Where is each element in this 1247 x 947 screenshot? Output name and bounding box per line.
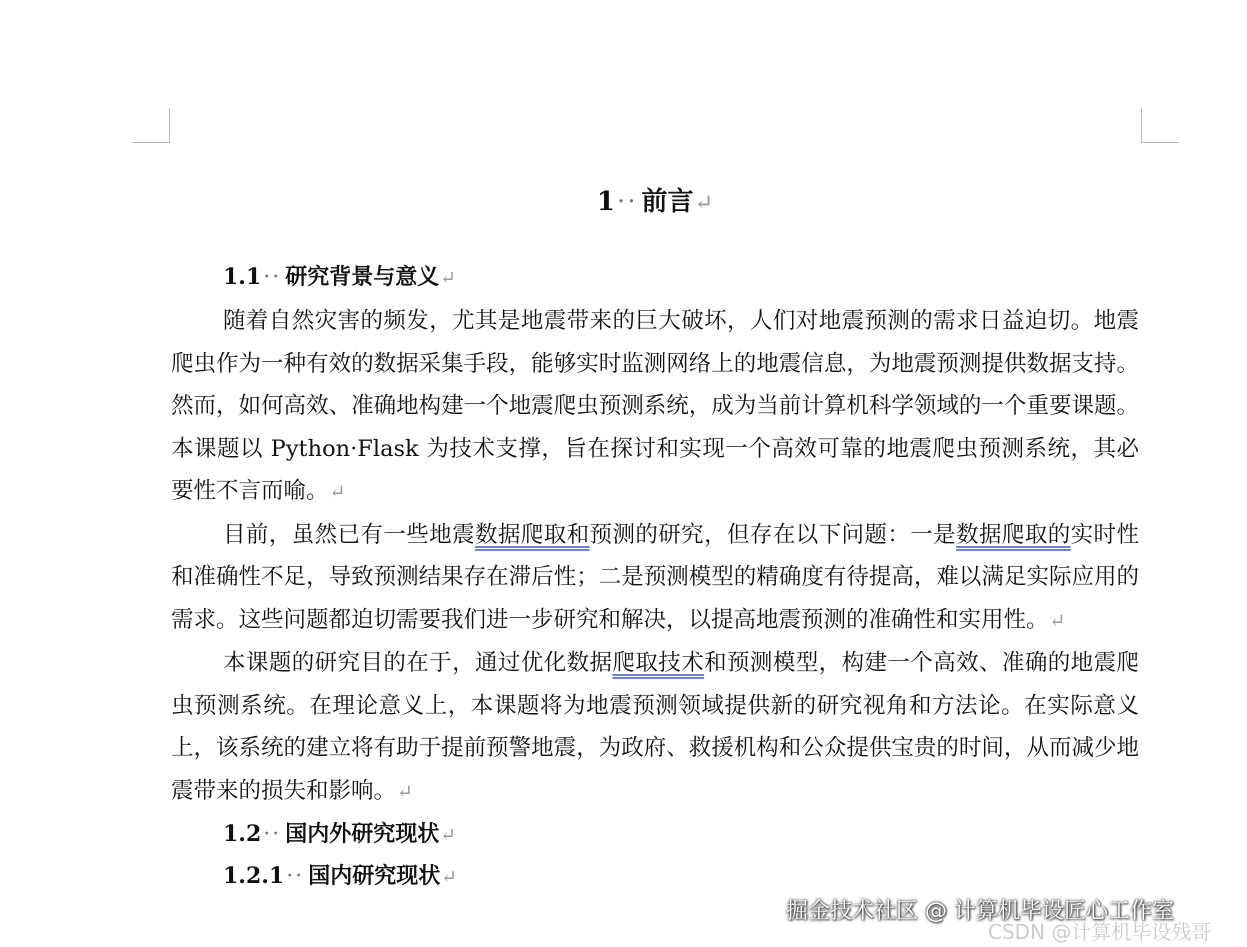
space-marks: ··: [263, 265, 282, 290]
section-heading-1-2[interactable]: [171, 813, 1139, 855]
paragraph-mark-icon: ↵: [1049, 608, 1066, 632]
csdn-watermark: CSDN @计算机毕设残哥: [988, 920, 1212, 944]
grammar-underline[interactable]: 数据爬取的: [956, 521, 1071, 548]
paragraph-text: 随着自然灾害的频发，尤其是地震带来的巨大破坏，人们对地震预测的需求日益迫切。地震爬虫作为一种有效的数据采集手段，能够实时监测网络上的地震信息，为地震预测提供数据支持。然而，如何高效、准确地构建一个地震爬虫预测系统，成为当前计算机科学领域的一个重要课题。本课题以 Python·Flask 为技术支撑，旨在探讨和实现一个高效可靠的地震爬虫预测系统，其必要性不言而喻。: [171, 308, 1139, 504]
paragraph-text: 本课题的研究目的在于，通过优化数据: [223, 650, 613, 676]
space-marks: ··: [617, 187, 638, 217]
paragraph-mark-icon: ↵: [441, 867, 457, 888]
section-title: 国内外研究现状: [285, 821, 440, 847]
paragraph-text: 实时性和准确性不足，导致预测结果存在滞后性；二是预测模型的精确度有待提高，难以满足实际应用的需求。这些问题都迫切需要我们进一步研究和解决，以提高地震预测的准确性和实用性。: [171, 521, 1139, 633]
paragraph-text: 预测的研究，但存在以下问题：一是: [589, 521, 957, 548]
subsection-heading-1-2-1[interactable]: [171, 855, 1139, 897]
section-title: 研究背景与意义: [285, 264, 440, 290]
body-paragraph-2[interactable]: [171, 514, 1139, 643]
section-number: 1.2.1: [223, 863, 285, 889]
paragraph-text: 目前，虽然已有一些地震: [223, 521, 475, 548]
paragraph-mark-icon: ↵: [440, 825, 456, 846]
body-paragraph-3[interactable]: [171, 642, 1139, 813]
crop-mark-top-left: [132, 108, 170, 143]
chapter-number: 1: [596, 187, 616, 217]
space-marks: ··: [263, 822, 282, 847]
juejin-watermark: 掘金技术社区 @ 计算机毕设匠心工作室: [786, 899, 1174, 924]
space-marks: ··: [286, 864, 305, 889]
paragraph-text: 和预测模型，构建一个高效、准确的地震爬虫预测系统。在理论意义上，本课题将为地震预测领域提供新的研究视角和方法论。在实际意义上，该系统的建立将有助于提前预警地震，为政府、救援机构和公众提供宝贵的时间，从而减少地震带来的损失和影响。: [171, 650, 1139, 804]
section-number: 1.2: [223, 821, 262, 847]
paragraph-mark-icon: ↵: [440, 268, 456, 289]
document-page: [171, 178, 1139, 897]
section-number: 1.1: [223, 264, 262, 290]
grammar-underline[interactable]: 数据爬取和: [475, 521, 590, 548]
paragraph-mark-icon: ↵: [397, 779, 414, 803]
grammar-underline[interactable]: 爬取技术: [612, 650, 705, 676]
paragraph-mark-icon: ↵: [329, 480, 346, 503]
section-title: 国内研究现状: [308, 863, 441, 889]
crop-mark-top-right: [1141, 108, 1179, 143]
body-paragraph-1[interactable]: [171, 300, 1139, 514]
chapter-heading[interactable]: [171, 178, 1139, 226]
chapter-title-text: 前言: [641, 187, 694, 217]
paragraph-mark-icon: ↵: [694, 190, 714, 216]
section-heading-1-1[interactable]: [171, 254, 1139, 300]
